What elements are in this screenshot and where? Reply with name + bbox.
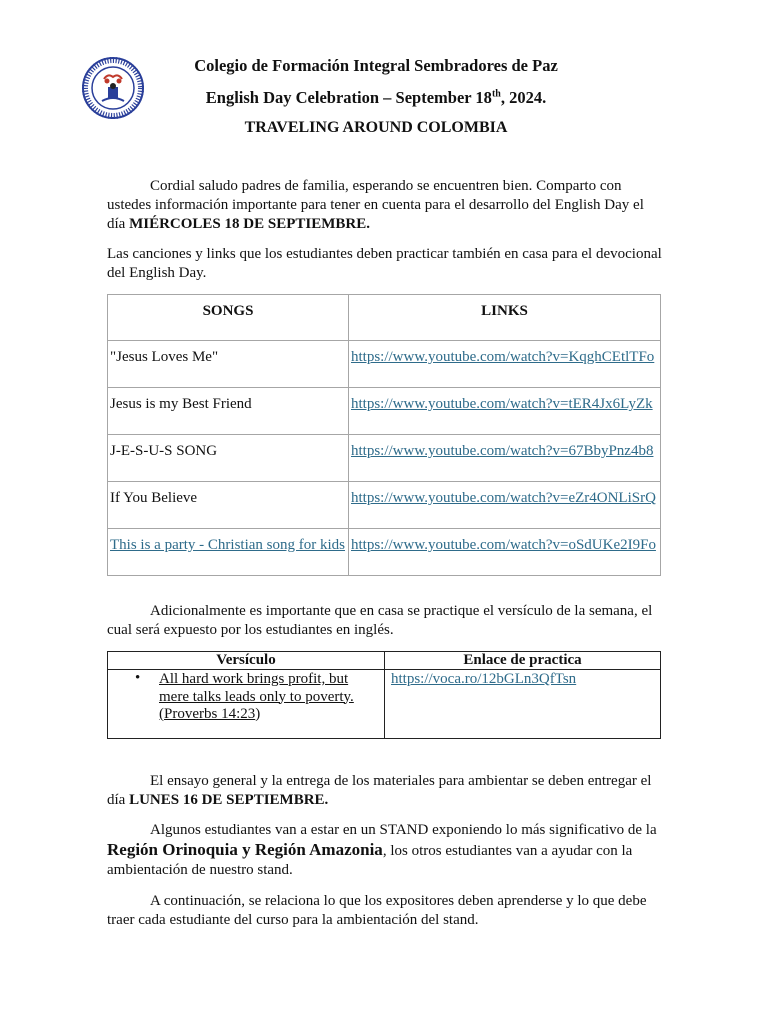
event-theme: TRAVELING AROUND COLOMBIA (244, 119, 508, 136)
intro-paragraph: Cordial saludo padres de familia, esperando se encuentren bien. Comparto con ustedes información importante para tener en cuenta para el desarrollo del English Day el día MIÉRCOLES 18 DE SEPTIEMBRE. (107, 178, 644, 232)
song-title: J-E-S-U-S SONG (108, 435, 349, 482)
event-title: English Day Celebration – September 18th, 2024. (205, 88, 547, 107)
rehearsal-paragraph: El ensayo general y la entrega de los materiales para ambientar se deben entregar el día LUNES 16 DE SEPTIEMBRE. (107, 773, 652, 808)
song-link[interactable]: https://www.youtube.com/watch?v=tER4Jx6LyZk (351, 396, 653, 412)
table-row (108, 482, 661, 529)
school-name: Colegio de Formación Integral Sembradores de Paz (194, 56, 558, 75)
song-link[interactable]: https://www.youtube.com/watch?v=eZr4ONLiSrQ (351, 490, 656, 506)
songs-table (107, 294, 661, 576)
table-row (108, 388, 661, 435)
table-row (108, 435, 661, 482)
table-row (108, 529, 661, 576)
verse-intro-paragraph: Adicionalmente es importante que en casa se practique el versículo de la semana, el cual será expuesto por los estudiantes en inglés. (107, 603, 653, 638)
song-title: Jesus is my Best Friend (108, 388, 349, 435)
column-header-songs: SONGS (108, 295, 349, 341)
column-header-verse: Versículo (108, 652, 385, 670)
bullet-icon: • (135, 670, 141, 686)
column-header-practice-link: Enlace de practica (385, 652, 661, 670)
table-header-row (108, 652, 661, 670)
songs-intro-paragraph: Las canciones y links que los estudiantes deben practicar también en casa para el devocional del English Day. (107, 246, 662, 281)
song-title-link[interactable]: This is a party - Christian song for kids (110, 537, 345, 553)
song-link[interactable]: https://www.youtube.com/watch?v=KqghCEtlTFo (351, 349, 655, 365)
verse-table (107, 651, 661, 739)
song-title: "Jesus Loves Me" (108, 341, 349, 388)
table-row (108, 670, 661, 739)
table-row (108, 341, 661, 388)
stand-paragraph: Algunos estudiantes van a estar en un STAND exponiendo lo más significativo de la Región Orinoquia y Región Amazonia, los otros estudiantes van a ayudar con la ambientación de nuestro stand. (107, 822, 657, 878)
table-header-row (108, 295, 661, 341)
practice-link[interactable]: https://voca.ro/12bGLn3QfTsn (391, 671, 577, 687)
song-link[interactable]: https://www.youtube.com/watch?v=67BbyPnz4b8 (351, 443, 654, 459)
verse-item: • All hard work brings profit, but mere talks leads only to poverty. (Proverbs 14:23) (135, 670, 354, 722)
song-title: If You Believe (108, 482, 349, 529)
column-header-links: LINKS (349, 295, 661, 341)
song-link[interactable]: https://www.youtube.com/watch?v=oSdUKe2I9Fo (351, 537, 656, 553)
closing-paragraph: A continuación, se relaciona lo que los expositores deben aprenderse y lo que debe traer cada estudiante del curso para la ambientación del stand. (107, 893, 647, 928)
